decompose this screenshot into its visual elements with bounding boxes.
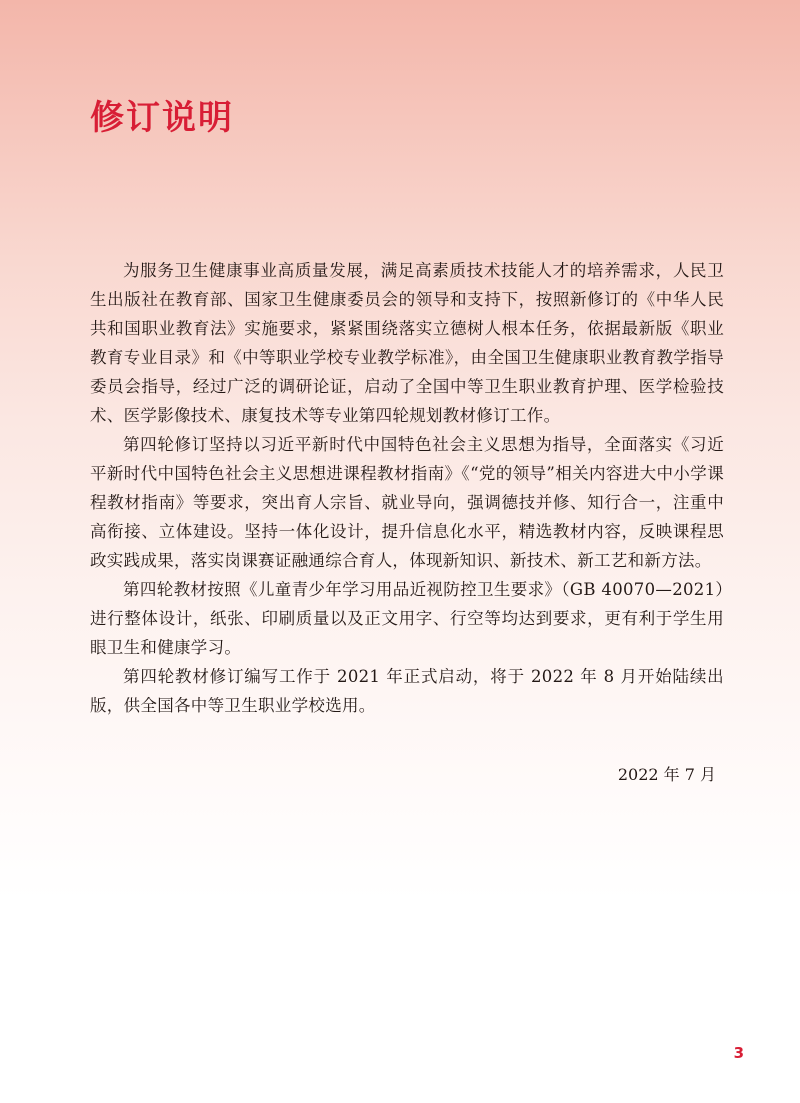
paragraph-1: 为服务卫生健康事业高质量发展，满足高素质技术技能人才的培养需求，人民卫生出版社在教育部、国家卫生健康委员会的领导和支持下，按照新修订的《中华人民共和国职业教育法》实施要求，紧紧围绕落实立德树人根本任务，依据最新版《职业教育专业目录》和《中等职业学校专业教学标准》，由全国卫生健康职业教育教学指导委员会指导，经过广泛的调研论证，启动了全国中等卫生职业教育护理、医学检验技术、医学影像技术、康复技术等专业第四轮规划教材修订工作。 [90, 261, 724, 425]
page-number: 3 [733, 1044, 744, 1062]
date-line: 2022 年 7 月 [617, 765, 716, 784]
page-title: 修订说明 [90, 98, 234, 138]
body-text [90, 256, 724, 720]
paragraph-3: 第四轮教材按照《儿童青少年学习用品近视防控卫生要求》（GB 40070—2021）进行整体设计，纸张、印刷质量以及正文用字、行空等均达到要求，更有利于学生用眼卫生和健康学习。 [90, 580, 724, 657]
paragraph-4: 第四轮教材修订编写工作于 2021 年正式启动，将于 2022 年 8 月开始陆续出版，供全国各中等卫生职业学校选用。 [90, 667, 724, 715]
paragraph-2: 第四轮修订坚持以习近平新时代中国特色社会主义思想为指导，全面落实《习近平新时代中国特色社会主义思想进课程教材指南》《“党的领导”相关内容进大中小学课程教材指南》等要求，突出育人宗旨、就业导向，强调德技并修、知行合一，注重中高衔接、立体建设。坚持一体化设计，提升信息化水平，精选教材内容，反映课程思政实践成果，落实岗课赛证融通综合育人，体现新知识、新技术、新工艺和新方法。 [90, 435, 724, 570]
